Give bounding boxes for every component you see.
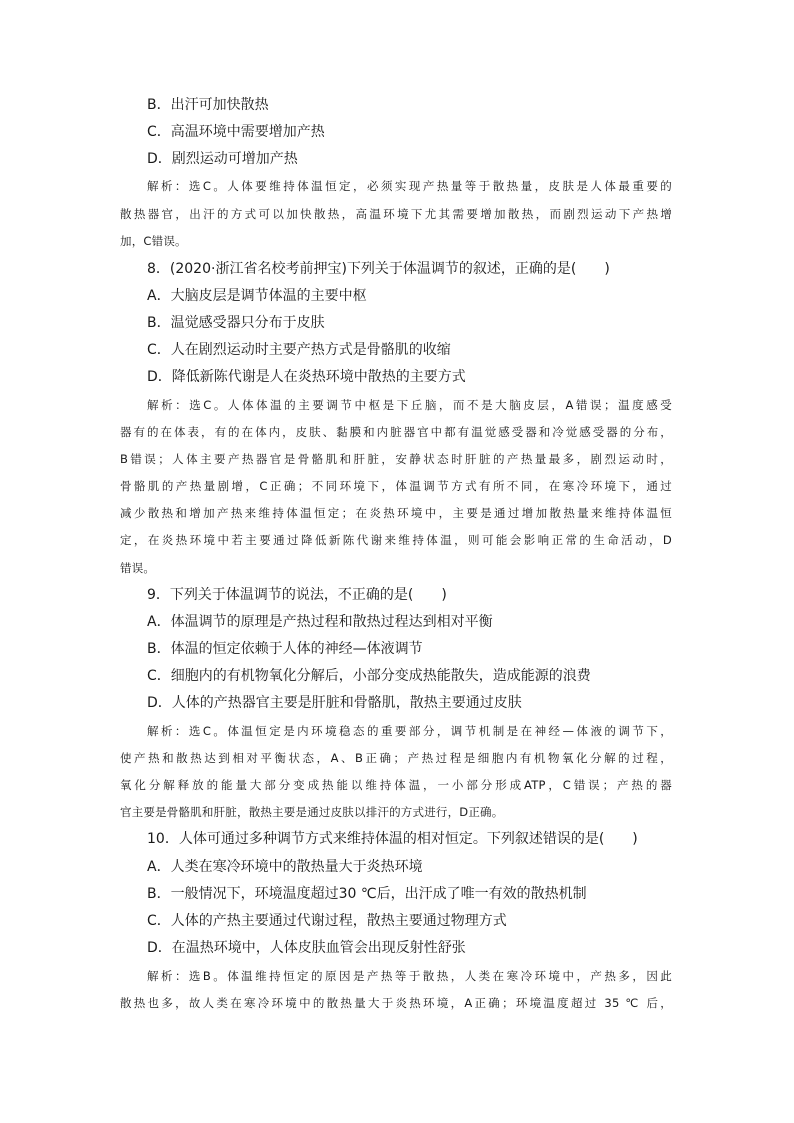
explanation-line: B错误；人体主要产热器官是骨骼肌和肝脏，安静状态时肝脏的产热量最多，剧烈运动时，: [120, 452, 672, 466]
explanation-line: 定，在炎热环境中若主要通过降低新陈代谢来维持体温，则可能会影响正常的生命活动，D: [120, 533, 672, 547]
option-d: D．人体的产热器官主要是肝脏和骨骼肌，散热主要通过皮肤: [147, 695, 522, 711]
option-d: D．降低新陈代谢是人在炎热环境中散热的主要方式: [147, 369, 466, 385]
option-b: B．体温的恒定依赖于人体的神经—体液调节: [147, 641, 423, 657]
option-c: C．高温环境中需要增加产热: [147, 124, 325, 140]
option-c: C．人体的产热主要通过代谢过程，散热主要通过物理方式: [147, 913, 507, 929]
option-d: D．在温热环境中，人体皮肤血管会出现反射性舒张: [147, 940, 466, 956]
explanation-line: 使产热和散热达到相对平衡状态，A、B正确；产热过程是细胞内有机物氧化分解的过程，: [120, 751, 672, 765]
option-c: C．细胞内的有机物氧化分解后，小部分变成热能散失，造成能源的浪费: [147, 668, 591, 684]
explanation-line: 解析：选C。体温恒定是内环境稳态的重要部分，调节机制是在神经—体液的调节下，: [147, 724, 672, 738]
option-b: B．温觉感受器只分布于皮肤: [147, 315, 325, 331]
option-c: C．人在剧烈运动时主要产热方式是骨骼肌的收缩: [147, 342, 451, 358]
question-9: 9．下列关于体温调节的说法，不正确的是( ): [147, 587, 447, 603]
explanation-line: 官主要是骨骼肌和肝脏，散热主要是通过皮肤以排汗的方式进行，D正确。: [120, 805, 504, 819]
question-8: 8．(2020·浙江省名校考前押宝)下列关于体温调节的叙述，正确的是( ): [147, 261, 610, 277]
option-d: D．剧烈运动可增加产热: [147, 151, 298, 167]
explanation-line: 解析：选C。人体体温的主要调节中枢是下丘脑，而不是大脑皮层，A错误；温度感受: [147, 398, 672, 412]
explanation-line: 解析：选C。人体要维持体温恒定，必须实现产热量等于散热量，皮肤是人体最重要的: [147, 179, 672, 193]
explanation-line: 减少散热和增加产热来维持体温恒定；在炎热环境中，主要是通过增加散热量来维持体温恒: [120, 506, 672, 520]
question-10: 10．人体可通过多种调节方式来维持体温的相对恒定。下列叙述错误的是( ): [147, 831, 638, 847]
explanation-line: 氧化分解释放的能量大部分变成热能以维持体温，一小部分形成ATP，C错误；产热的器: [120, 778, 672, 792]
explanation-line: 器有的在体表，有的在体内，皮肤、黏膜和内脏器官中都有温觉感受器和冷觉感受器的分布，: [120, 425, 672, 439]
explanation-line: 散热器官，出汗的方式可以加快散热，高温环境下尤其需要增加散热，而剧烈运动下产热增: [120, 207, 672, 221]
option-a: A．大脑皮层是调节体温的主要中枢: [147, 288, 367, 304]
explanation-line: 骨骼肌的产热量剧增，C正确；不同环境下，体温调节方式有所不同，在寒冷环境下，通过: [120, 479, 672, 493]
option-b: B．出汗可加快散热: [147, 97, 269, 113]
explanation-line: 错误。: [120, 561, 156, 575]
explanation-line: 解析：选B。体温维持恒定的原因是产热等于散热，人类在寒冷环境中，产热多，因此: [147, 969, 672, 983]
option-b: B．一般情况下，环境温度超过30 ℃后，出汗成了唯一有效的散热机制: [147, 886, 587, 902]
explanation-line: 加，C错误。: [120, 234, 187, 248]
explanation-line: 散热也多，故人类在寒冷环境中的散热量大于炎热环境，A正确；环境温度超过 35 ℃ 后，: [120, 996, 672, 1010]
option-a: A．体温调节的原理是产热过程和散热过程达到相对平衡: [147, 614, 493, 630]
option-a: A．人类在寒冷环境中的散热量大于炎热环境: [147, 859, 423, 875]
